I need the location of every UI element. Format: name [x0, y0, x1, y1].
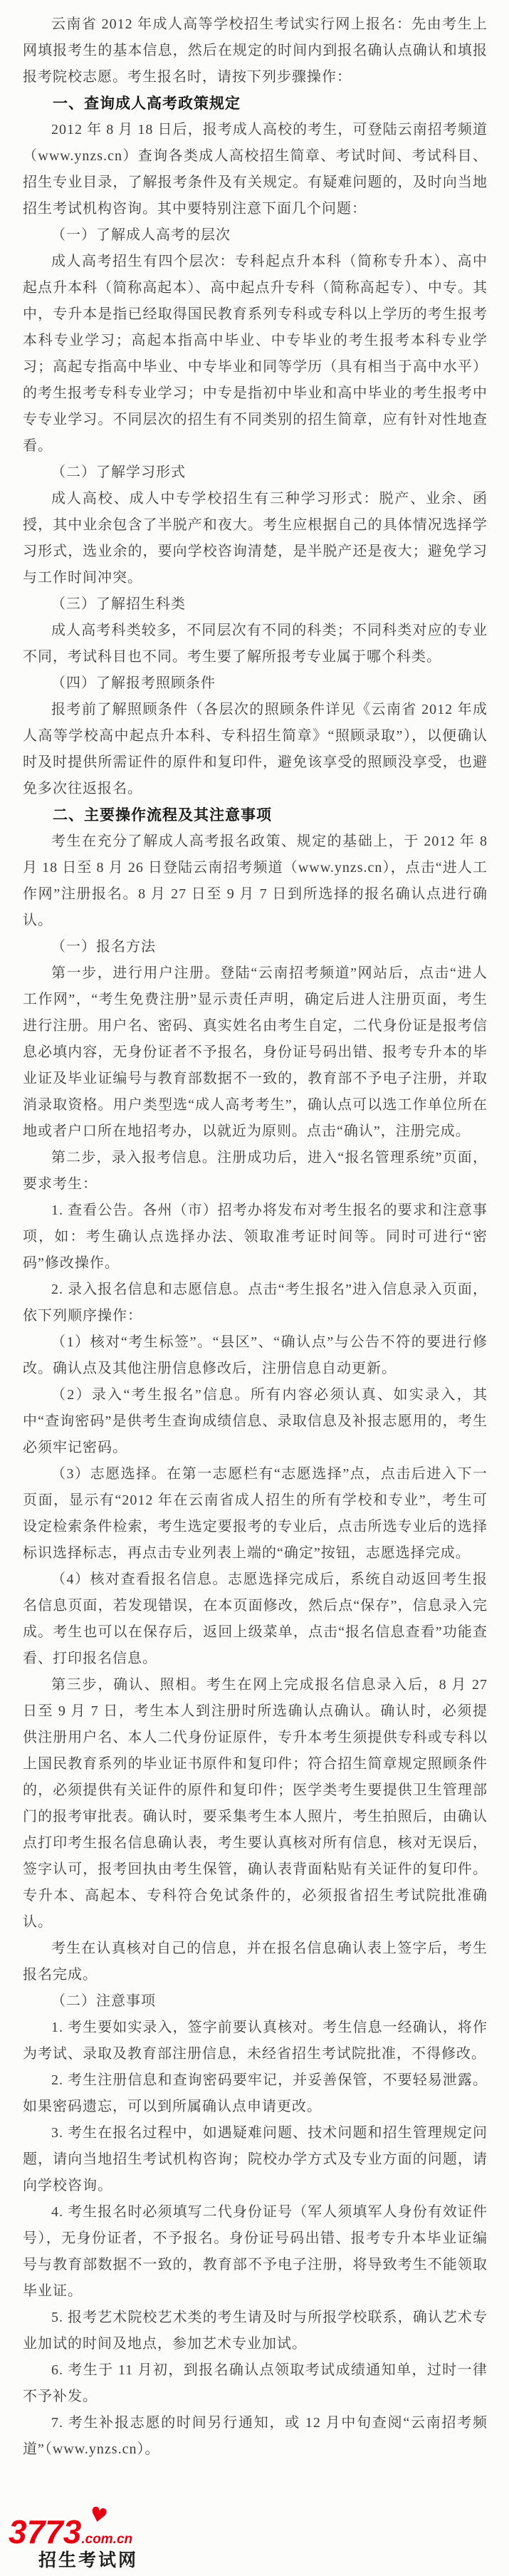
watermark-logo	[4, 2501, 182, 2572]
list-item: 5. 报考艺术院校艺术类的考生请及时与所报学校联系，确认艺术专业加试的时间及地点，参加艺术专业加试。	[23, 2310, 488, 2352]
list-item: 6. 考生于 11 月初，到报名确认点领取考试成绩通知单，过时一律不予补发。	[23, 2362, 488, 2404]
paragraph: 考生在认真核对自己的信息，并在报名信息确认表上签字后，考生报名完成。	[23, 1941, 488, 1983]
list-item: 7. 考生补报志愿的时间另行通知，或 12 月中旬查阅“云南招考频道”（www.ynzs.cn）。	[23, 2415, 488, 2457]
list-item: 4. 考生报名时必须填写二代身份证号（军人须填军人身份有效证件号），无身份证者，不予报名。身份证号码出错、报考专升本毕业证编号与教育部数据不一致的，教育部不予电子注册，将导致考生不能领取毕业证。	[23, 2204, 488, 2299]
brand-suffix-text: .com.cn	[81, 2532, 133, 2547]
brand-text: 3773	[9, 2513, 82, 2550]
subsection-heading: （四）了解报考照顾条件	[51, 675, 216, 691]
subsection-heading: （一）报名方法	[51, 939, 156, 955]
subsection-heading: （二）了解学习形式	[51, 464, 186, 480]
list-item: （3）志愿选择。在第一志愿栏有“志愿选择”点，点击后进入下一页面，显示有“2012 年在云南省成人招生的所有学校和专业”，考生可设定检索条件检索，考生选定要报考的专业后，点击所选专业后的选择标识选择标志，再点击专业列表上端的“确定”按钮，志愿选择完成。	[23, 1466, 488, 1561]
section-heading-1: 一、查询成人高考政策规定	[53, 95, 241, 112]
paragraph: 第一步，进行用户注册。登陆“云南招考频道”网站后，点击“进人工作网”，“考生免费注册”显示责任声明，确定后进人注册页面，考生进行注册。用户名、密码、真实姓名由考生自定，二代身份证是报考信息必填内容，无身份证者不予报名，身份证号码出错、报考专升本的毕业证及毕业证编号与教育部数据不一致的，教育部不予电子注册，并取消录取资格。用户类型选“成人高考考生”，确认点可以选工作单位所在地或者户口所在地招考办，以就近为原则。点击“确认”，注册完成。	[23, 965, 488, 1139]
paragraph: 2012 年 8 月 18 日后，报考成人高校的考生，可登陆云南招考频道（www.ynzs.cn）查询各类成人高校招生简章、考试时间、考试科目、招生专业目录，了解报考条件及有关规定。有疑难问题的，及时向当地招生考试机构咨询。其中要特别注意下面几个问题：	[23, 122, 488, 217]
paragraph: 第二步，录入报考信息。注册成功后，进入“报名管理系统”页面，要求考生：	[23, 1150, 488, 1192]
list-item: 2. 考生注册信息和查询密码要牢记，并妥善保管，不要轻易泄露。如果密码遗忘，可以到所属确认点申请更改。	[23, 2072, 488, 2114]
paragraph: 报考前了解照顾条件（各层次的照顾条件详见《云南省 2012 年成人高等学校高中起点升本科、专科招生简章》“照顾录取”），以便确认时及时提供所需证件的原件和复印件，避免该享受的照顾没享受，也避免多次往返报名。	[23, 702, 488, 796]
paragraph: 考生在充分了解成人高考报名政策、规定的基础上，于 2012 年 8 月 18 日至 8 月 26 日登陆云南招考频道（www.ynzs.cn），点击“进人工作网”注册报名。8 月 27 日至 9 月 7 日到所选择的报名确认点进行确认。	[23, 833, 488, 928]
list-item: 2. 录入报名信息和志愿信息。点击“考生报名”进入信息录入页面，依下列顺序操作：	[23, 1282, 488, 1324]
list-item: 3. 考生在报名过程中，如遇疑难问题、技术问题和招生管理规定问题，请向当地招生考试机构咨询；院校办学方式及专业方面的问题，请向学校咨询。	[23, 2125, 488, 2193]
list-item: 1. 查看公告。各州（市）招考办将发布对考生报名的要求和注意事项，如：考生确认点选择办法、领取准考证时间等。同时可进行“密码”修改操作。	[23, 1203, 488, 1271]
heart-icon: ♥	[87, 2501, 111, 2529]
paragraph: 第三步，确认、照相。考生在网上完成报名信息录入后，8 月 27 日至 9 月 7 日，考生本人到注册时所选确认点确认。确认时，必须提供注册用户名、本人二代身份证原件，专升本考生须提供专科或专科以上国民教育系列的毕业证书原件和复印件；符合招生简章规定照顾条件的，必须提供有关证件的原件和复印件；医学类考生要提供卫生管理部门的报考审批表。确认时，要采集考生本人照片，考生拍照后，由确认点打印考生报名信息确认表，考生要认真核对所有信息，核对无误后，签字认可，报考回执由考生保管，确认表背面粘贴有关证件的复印件。专升本、高起本、专科符合免试条件的，必须报省招生考试院批准确认。	[23, 1677, 488, 1930]
paragraph: 成人高校、成人中专学校招生有三种学习形式：脱产、业余、函授，其中业余包含了半脱产和夜大。考生应根据自己的具体情况选择学习形式，选业余的，要向学校咨询清楚，是半脱产还是夜大；避免学习与工作时间冲突。	[23, 491, 488, 586]
paragraph: 成人高考招生有四个层次：专科起点升本科（简称专升本）、高中起点升本科（简称高起本）、高中起点升专科（简称高起专）、中专。其中，专升本是指已经取得国民教育系列专科或专科以上学历的考生报考本科专业学习；高起本指高中毕业、中专毕业的考生报考本科专业学习；高起专指高中毕业、中专毕业和同等学历（具有相当于高中水平）的考生报考专科专业学习；中专是指初中毕业和高中毕业的考生报考中专专业学习。不同层次的招生有不同类别的招生简章，应有针对性地查看。	[23, 254, 488, 454]
list-item: （1）核对“考生标签”。“县区”、“确认点”与公告不符的要进行修改。确认点及其他注册信息修改后，注册信息自动更新。	[23, 1334, 488, 1376]
list-item: 1. 考生要如实录入，签字前要认真核对。考生信息一经确认，将作为考试、录取及教育部注册信息，未经省招生考试院批准，不得修改。	[23, 2020, 488, 2062]
watermark-site-name: 招生考试网	[38, 2551, 139, 2570]
list-item: （2）录入“考生报名”信息。所有内容必须认真、如实录入，其中“查询密码”是供考生查询成绩信息、录取信息及补报志愿用的，考生必须牢记密码。	[23, 1387, 488, 1455]
paragraph: 成人高考科类较多，不同层次有不同的科类；不同科类对应的专业不同，考试科目也不同。考生要了解所报考专业属于哪个科类。	[23, 623, 488, 665]
intro-paragraph: 云南省 2012 年成人高等学校招生考试实行网上报名：先由考生上网填报考生的基本信息，然后在规定的时间内到报名确认点确认和填报报考院校志愿。考生报名时，请按下列步骤操作：	[23, 16, 488, 85]
section-heading-2: 二、主要操作流程及其注意事项	[53, 807, 272, 824]
subsection-heading: （三）了解招生科类	[51, 596, 186, 612]
list-item: （4）核对查看报名信息。志愿选择完成后，系统自动返回考生报名信息页面，若发现错误，在本页面修改，然后点“保存”，信息录入完成。考生也可以在保存后，返回上级菜单，点击“报名信息查看”功能查看、打印报名信息。	[23, 1572, 488, 1666]
subsection-heading: （二）注意事项	[51, 1993, 156, 2009]
subsection-heading: （一）了解成人高考的层次	[51, 227, 231, 243]
